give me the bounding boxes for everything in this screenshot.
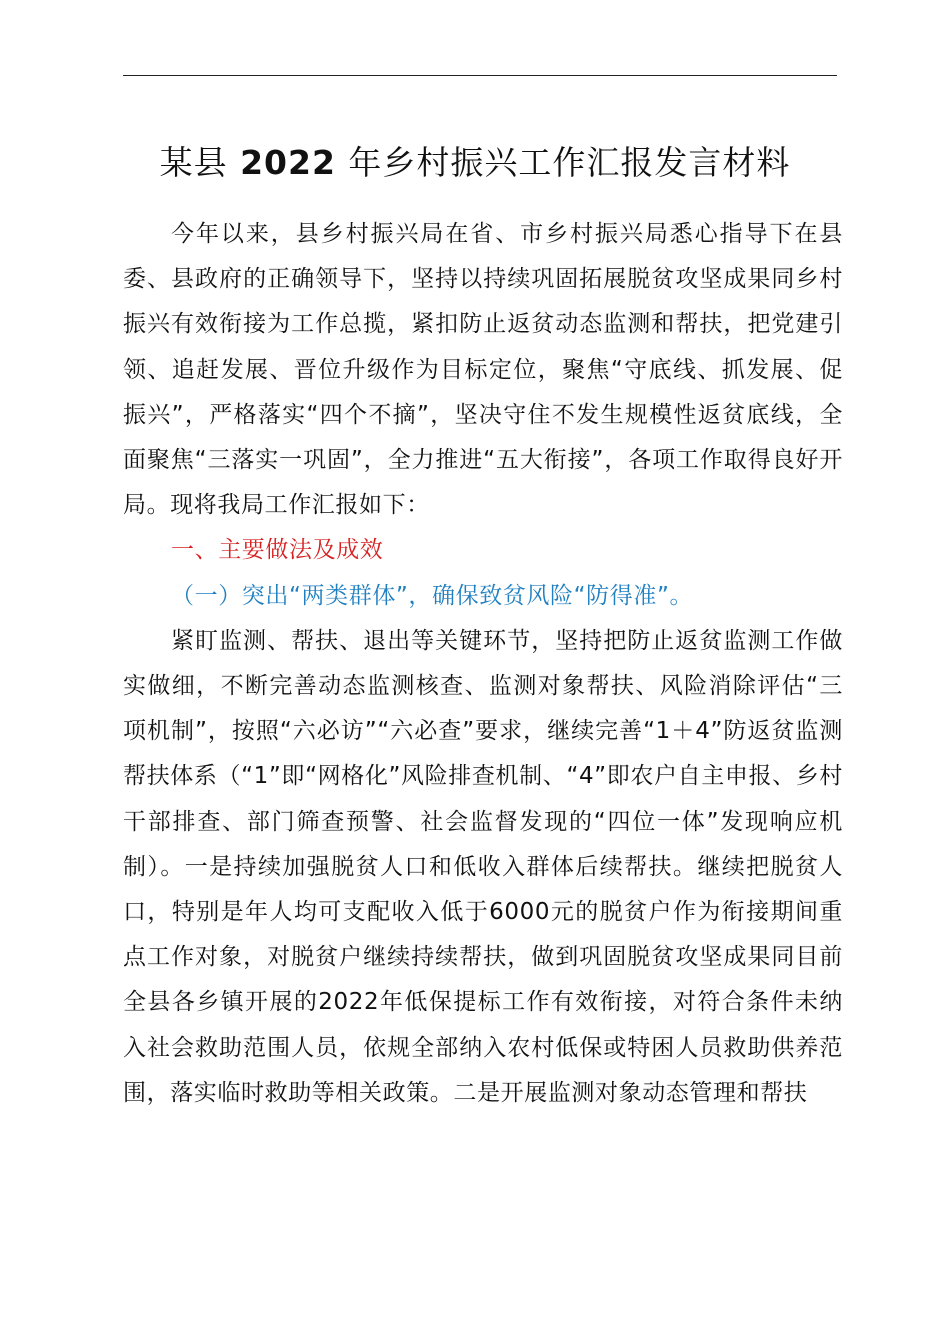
section-heading-1: 一、主要做法及成效 xyxy=(171,537,384,564)
header-rule xyxy=(123,75,837,76)
document-title: 某县 2022 年乡村振兴工作汇报发言材料 xyxy=(159,143,791,182)
body-paragraph: 紧盯监测、帮扶、退出等关键环节，坚持把防止返贫监测工作做实做细，不断完善动态监测核查、监测对象帮扶、风险消除评估“三项机制”，按照“六必访”“六必查”要求，继续完善“1＋4”防返贫监测帮扶体系（“1”即“网格化”风险排查机制、“4”即农户自主申报、乡村干部排查、部门筛查预警、社会监督发现的“四位一体”发现响应机制）。一是持续加强脱贫人口和低收入群体后续帮扶。继续把脱贫人口，特别是年人均可支配收入低于6000元的脱贫户作为衔接期间重点工作对象，对脱贫户继续持续帮扶，做到巩固脱贫攻坚成果同目前全县各乡镇开展的2022年低保提标工作有效衔接，对符合条件未纳入社会救助范围人员，依规全部纳入农村低保或特困人员救助供养范围，落实临时救助等相关政策。二是开展监测对象动态管理和帮扶 xyxy=(123,627,843,1106)
intro-paragraph: 今年以来，县乡村振兴局在省、市乡村振兴局悉心指导下在县委、县政府的正确领导下，坚持以持续巩固拓展脱贫攻坚成果同乡村振兴有效衔接为工作总揽，紧扣防止返贫动态监测和帮扶，把党建引领、追赶发展、晋位升级作为目标定位，聚焦“守底线、抓发展、促振兴”，严格落实“四个不摘”，坚决守住不发生规模性返贫底线，全面聚焦“三落实一巩固”，全力推进“五大衔接”，各项工作取得良好开局。现将我局工作汇报如下： xyxy=(123,221,843,519)
document-body xyxy=(123,212,843,1116)
subsection-heading-1: （一）突出“两类群体”，确保致贫风险“防得准”。 xyxy=(171,582,694,609)
